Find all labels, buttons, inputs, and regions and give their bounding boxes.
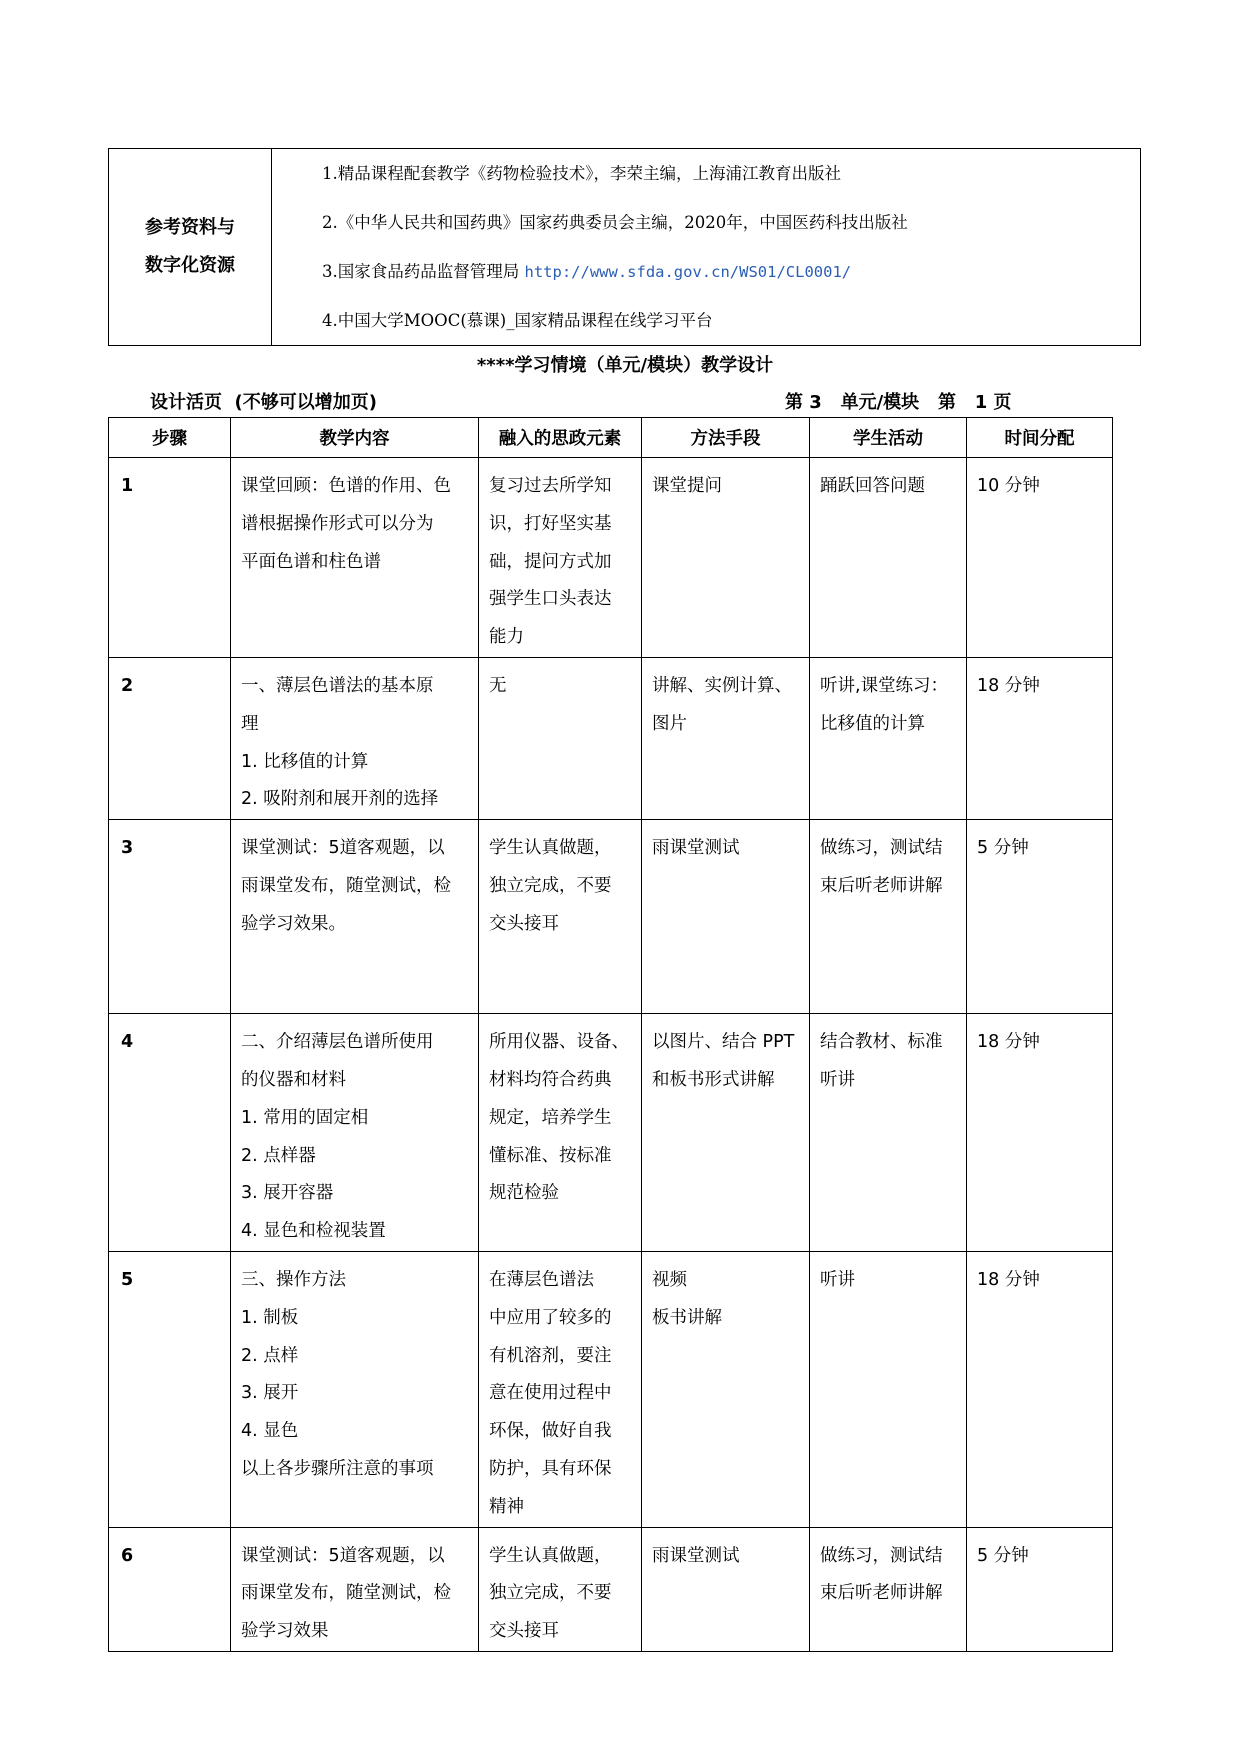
cell-step: 6 (109, 1527, 231, 1651)
cell-line: 意在使用过程中 (489, 1383, 612, 1404)
cell-line: 以上各步骤所注意的事项 (241, 1458, 434, 1479)
reference-text: 1.精品课程配套教学《药物检验技术》，李荣主编，上海浦江教育出版社 (322, 164, 841, 183)
cell-method (642, 1014, 810, 1252)
cell-line: 有机溶剂，要注 (489, 1345, 612, 1366)
cell-line: 独立完成，不要 (489, 875, 612, 896)
cell-line: 1. 比移值的计算 (241, 751, 369, 772)
cell-line: 懂标准、按标准 (489, 1145, 612, 1166)
cell-line: 课堂测试：5道客观题，以 (241, 838, 445, 859)
reference-item (322, 149, 1140, 198)
cell-line: 学生认真做题， (489, 838, 612, 859)
cell-line: 2. 点样 (241, 1345, 299, 1366)
header-method: 方法手段 (642, 418, 810, 458)
cell-activity (810, 657, 967, 819)
cell-ideology (479, 820, 642, 1014)
cell-step: 3 (109, 820, 231, 1014)
cell-line: 18 分钟 (977, 1269, 1040, 1290)
cell-line: 二、介绍薄层色谱所使用 (241, 1032, 434, 1053)
references-label-line: 参考资料与 (145, 217, 235, 238)
cell-line: 听讲 (820, 1269, 855, 1290)
cell-method (642, 657, 810, 819)
cell-line: 平面色谱和柱色谱 (241, 551, 381, 572)
header-ideology: 融入的思政元素 (479, 418, 642, 458)
cell-activity (810, 458, 967, 658)
cell-line: 图片 (652, 713, 687, 734)
cell-ideology (479, 1527, 642, 1651)
cell-line: 做练习，测试结 (820, 1545, 943, 1566)
cell-line: 束后听老师讲解 (820, 1583, 943, 1604)
header-step: 步骤 (109, 418, 231, 458)
cell-ideology (479, 458, 642, 658)
page-indicator: 第 3 单元/模块 第 1 页 (785, 392, 1012, 413)
cell-line: 无 (489, 675, 507, 696)
cell-content (231, 1014, 479, 1252)
cell-line: 能力 (489, 627, 524, 648)
cell-line: 规定，培养学生 (489, 1107, 612, 1128)
cell-line: 防护，具有环保 (489, 1458, 612, 1479)
cell-line: 精神 (489, 1496, 524, 1517)
cell-content (231, 657, 479, 819)
table-row (109, 1251, 1113, 1527)
cell-line: 学生认真做题， (489, 1545, 612, 1566)
table-row (109, 1014, 1113, 1252)
cell-ideology (479, 1251, 642, 1527)
cell-method (642, 1527, 810, 1651)
cell-method (642, 458, 810, 658)
cell-line: 4. 显色 (241, 1421, 299, 1442)
cell-line: 18 分钟 (977, 1032, 1040, 1053)
cell-line: 以图片、结合 PPT (652, 1032, 795, 1053)
cell-line: 础，提问方式加 (489, 551, 612, 572)
reference-text: 3.国家食品药品监督管理局 (322, 262, 525, 281)
cell-line: 踊跃回答问题 (820, 476, 925, 496)
cell-activity (810, 1251, 967, 1527)
cell-line: 规范检验 (489, 1183, 559, 1204)
cell-step: 1 (109, 458, 231, 658)
cell-step: 5 (109, 1251, 231, 1527)
cell-line: 3. 展开容器 (241, 1183, 334, 1204)
cell-line: 2. 点样器 (241, 1145, 316, 1166)
references-label-line: 数字化资源 (145, 255, 235, 276)
reference-text: 2.《中华人民共和国药典》国家药典委员会主编，2020年，中国医药科技出版社 (322, 213, 908, 232)
cell-line: 结合教材、标准 (820, 1032, 943, 1053)
cell-line: 课堂回顾：色谱的作用、色 (241, 476, 451, 496)
cell-content (231, 820, 479, 1014)
reference-text: 4.中国大学MOOC(慕课)_国家精品课程在线学习平台 (322, 311, 713, 330)
cell-line: 18 分钟 (977, 675, 1040, 696)
cell-line: 10 分钟 (977, 476, 1040, 496)
cell-content (231, 458, 479, 658)
sfda-link[interactable]: http://www.sfda.gov.cn/WS01/CL0001/ (524, 263, 852, 281)
references-list (272, 149, 1141, 346)
header-time: 时间分配 (967, 418, 1113, 458)
cell-line: 独立完成，不要 (489, 1583, 612, 1604)
cell-line: 1. 制板 (241, 1307, 299, 1328)
cell-line: 识，打好坚实基 (489, 513, 612, 534)
cell-method (642, 820, 810, 1014)
cell-content (231, 1527, 479, 1651)
cell-activity (810, 1014, 967, 1252)
teaching-design-table (108, 417, 1113, 1652)
cell-time (967, 458, 1113, 658)
cell-step: 2 (109, 657, 231, 819)
cell-line: 和板书形式讲解 (652, 1069, 775, 1090)
cell-activity (810, 1527, 967, 1651)
cell-line: 谱根据操作形式可以分为 (241, 513, 434, 534)
cell-line: 4. 显色和检视装置 (241, 1221, 386, 1242)
cell-line: 课堂提问 (652, 476, 722, 496)
cell-line: 视频 (652, 1269, 687, 1290)
cell-line: 交头接耳 (489, 913, 559, 934)
cell-line: 中应用了较多的 (489, 1307, 612, 1328)
cell-line: 做练习，测试结 (820, 838, 943, 859)
cell-line: 比移值的计算 (820, 713, 925, 734)
cell-line: 听讲 (820, 1069, 855, 1090)
table-row (109, 820, 1113, 1014)
cell-line: 强学生口头表达 (489, 589, 612, 610)
cell-line: 5 分钟 (977, 838, 1029, 859)
cell-line: 讲解、实例计算、 (652, 675, 792, 696)
cell-line: 雨课堂测试 (652, 838, 740, 859)
cell-time (967, 657, 1113, 819)
cell-ideology (479, 657, 642, 819)
cell-line: 雨课堂测试 (652, 1545, 740, 1566)
design-sheet-label: 设计活页 (不够可以增加页) (150, 392, 377, 413)
reference-item (322, 296, 1140, 345)
cell-line: 在薄层色谱法 (489, 1269, 594, 1290)
page-title: ****学习情境（单元/模块）教学设计 (476, 355, 774, 376)
cell-line: 材料均符合药典 (489, 1069, 612, 1090)
header-activity: 学生活动 (810, 418, 967, 458)
reference-item (322, 198, 1140, 247)
cell-line: 一、薄层色谱法的基本原 (241, 675, 434, 696)
header-content: 教学内容 (231, 418, 479, 458)
cell-line: 验学习效果。 (241, 913, 346, 934)
cell-line: 所用仪器、设备、 (489, 1032, 629, 1053)
reference-item (322, 247, 1140, 296)
cell-line: 的仪器和材料 (241, 1069, 346, 1090)
cell-line: 3. 展开 (241, 1383, 299, 1404)
cell-line: 理 (241, 713, 259, 734)
cell-line: 板书讲解 (652, 1307, 722, 1328)
cell-line: 环保，做好自我 (489, 1421, 612, 1442)
table-row (109, 1527, 1113, 1651)
cell-line: 三、操作方法 (241, 1269, 346, 1290)
table-header-row (109, 418, 1113, 458)
cell-content (231, 1251, 479, 1527)
cell-time (967, 820, 1113, 1014)
cell-activity (810, 820, 967, 1014)
cell-ideology (479, 1014, 642, 1252)
table-row (109, 458, 1113, 658)
cell-line: 交头接耳 (489, 1621, 559, 1642)
cell-time (967, 1527, 1113, 1651)
cell-line: 验学习效果 (241, 1621, 329, 1642)
cell-line: 复习过去所学知 (489, 476, 612, 496)
cell-line: 5 分钟 (977, 1545, 1029, 1566)
table-row (109, 657, 1113, 819)
cell-line: 2. 吸附剂和展开剂的选择 (241, 789, 439, 810)
references-label (109, 149, 272, 346)
references-table (108, 148, 1141, 346)
cell-line: 雨课堂发布，随堂测试，检 (241, 875, 451, 896)
cell-line: 雨课堂发布，随堂测试，检 (241, 1583, 451, 1604)
cell-method (642, 1251, 810, 1527)
cell-line: 课堂测试：5道客观题，以 (241, 1545, 445, 1566)
cell-time (967, 1251, 1113, 1527)
cell-time (967, 1014, 1113, 1252)
cell-line: 束后听老师讲解 (820, 875, 943, 896)
cell-line: 1. 常用的固定相 (241, 1107, 369, 1128)
cell-line: 听讲,课堂练习： (820, 675, 949, 696)
cell-step: 4 (109, 1014, 231, 1252)
